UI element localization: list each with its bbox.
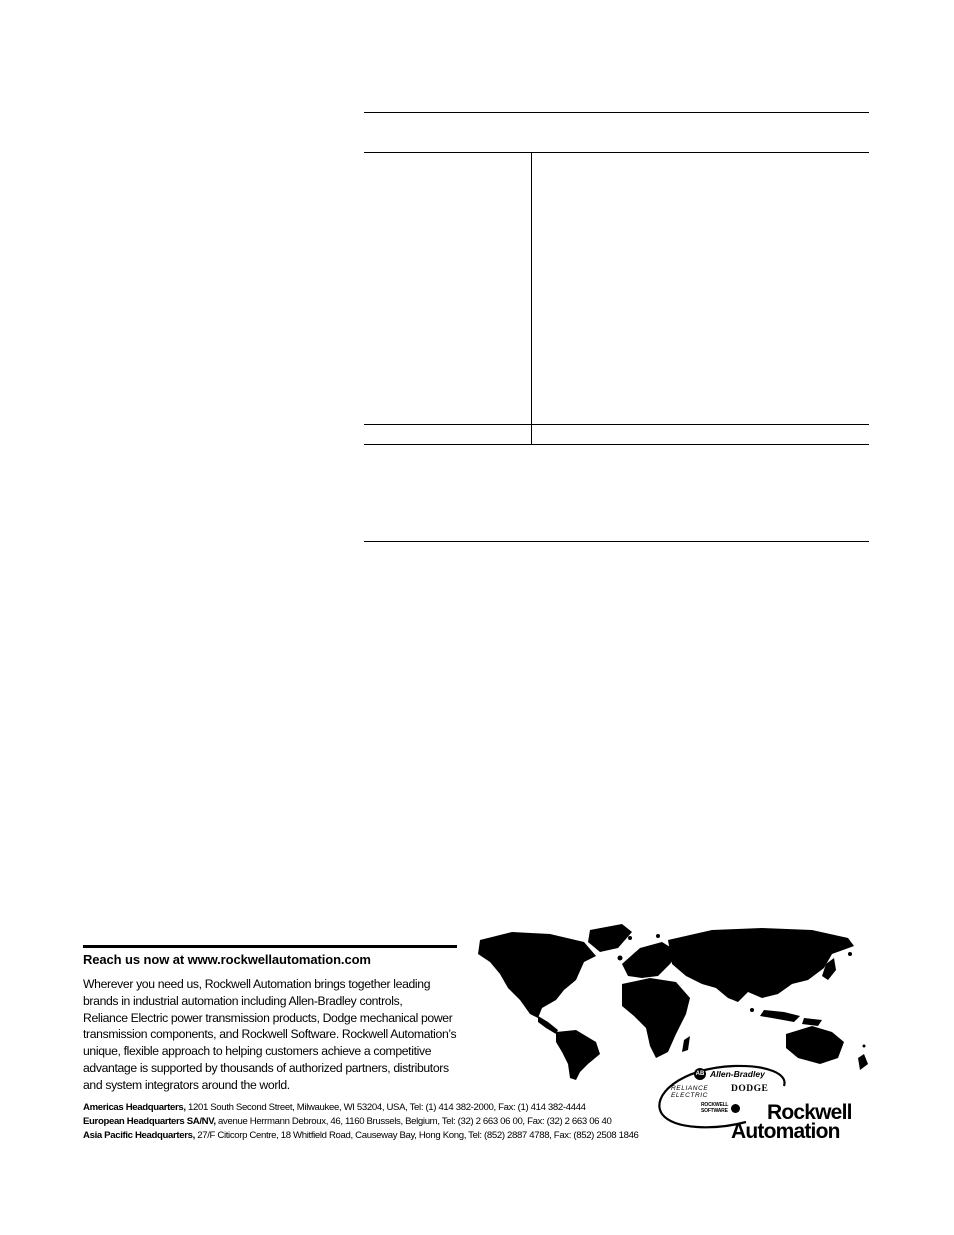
description-line: transmission components, and Rockwell Software. Rockwell Automation’s <box>83 1027 457 1042</box>
hq-europe <box>83 1116 611 1127</box>
rockwell-software-line-2: SOFTWARE <box>701 1108 728 1114</box>
description-line: Wherever you need us, Rockwell Automation brings together leading <box>83 977 431 991</box>
hq-detail: 1201 South Second Street, Milwaukee, WI 53204, USA, Tel: (1) 414 382-2000, Fax: (1) 414 382-4444 <box>185 1102 586 1113</box>
table-bottom-rule <box>364 541 869 542</box>
description-line: and system integrators around the world. <box>83 1077 290 1092</box>
rockwell-automation-wordmark-line-1: Rockwell <box>767 1101 852 1124</box>
ab-mark-icon: AB <box>694 1068 706 1080</box>
world-map-image <box>472 918 872 1080</box>
hq-detail: 27/F Citicorp Centre, 18 Whitfield Road, Causeway Bay, Hong Kong, Tel: (852) 2887 4788, Fax: (852) 2508 1846 <box>194 1130 639 1141</box>
rockwell-software-line-1: ROCKWELL <box>701 1102 729 1108</box>
allen-bradley-wordmark: Allen-Bradley <box>710 1069 765 1079</box>
description-line: brands in industrial automation including Allen-Bradley controls, <box>83 993 403 1008</box>
description-line: Reliance Electric power transmission products, Dodge mechanical power <box>83 1010 453 1025</box>
hq-name: Americas Headquarters, <box>83 1102 186 1113</box>
hq-detail: avenue Herrmann Debroux, 46, 1160 Brussels, Belgium, Tel: (32) 2 663 06 00, Fax: (32) 2 663 06 40 <box>215 1116 612 1127</box>
table-header-rule <box>364 152 869 153</box>
rockwell-software-mark-icon <box>731 1104 740 1113</box>
reliance-line-2: ELECTRIC <box>671 1092 708 1099</box>
hq-name: European Headquarters SA/NV, <box>83 1116 216 1127</box>
reliance-electric-logo <box>671 1085 708 1099</box>
description-line: unique, flexible approach to helping customers achieve a competitive <box>83 1044 432 1059</box>
allen-bradley-logo <box>694 1068 765 1080</box>
dodge-logo <box>731 1084 768 1094</box>
rockwell-software-logo <box>701 1102 740 1114</box>
table-top-rule <box>364 112 869 113</box>
reliance-line-1: RELIANCE <box>671 1085 709 1092</box>
dodge-wordmark: DODGE <box>731 1084 769 1094</box>
hq-name: Asia Pacific Headquarters, <box>83 1130 195 1141</box>
rockwell-automation-wordmark-line-2: Automation <box>731 1120 840 1143</box>
footer-rule <box>83 945 457 948</box>
table-row-rule-2 <box>364 444 869 445</box>
footer-heading: Reach us now at www.rockwellautomation.com <box>83 952 371 967</box>
description-line: advantage is supported by thousands of authorized partners, distributors <box>83 1060 449 1075</box>
table-row-rule <box>364 424 869 425</box>
hq-asia-pacific <box>83 1130 639 1141</box>
hq-americas <box>83 1102 586 1113</box>
table-column-divider <box>531 152 532 444</box>
footer-description <box>83 976 463 1094</box>
